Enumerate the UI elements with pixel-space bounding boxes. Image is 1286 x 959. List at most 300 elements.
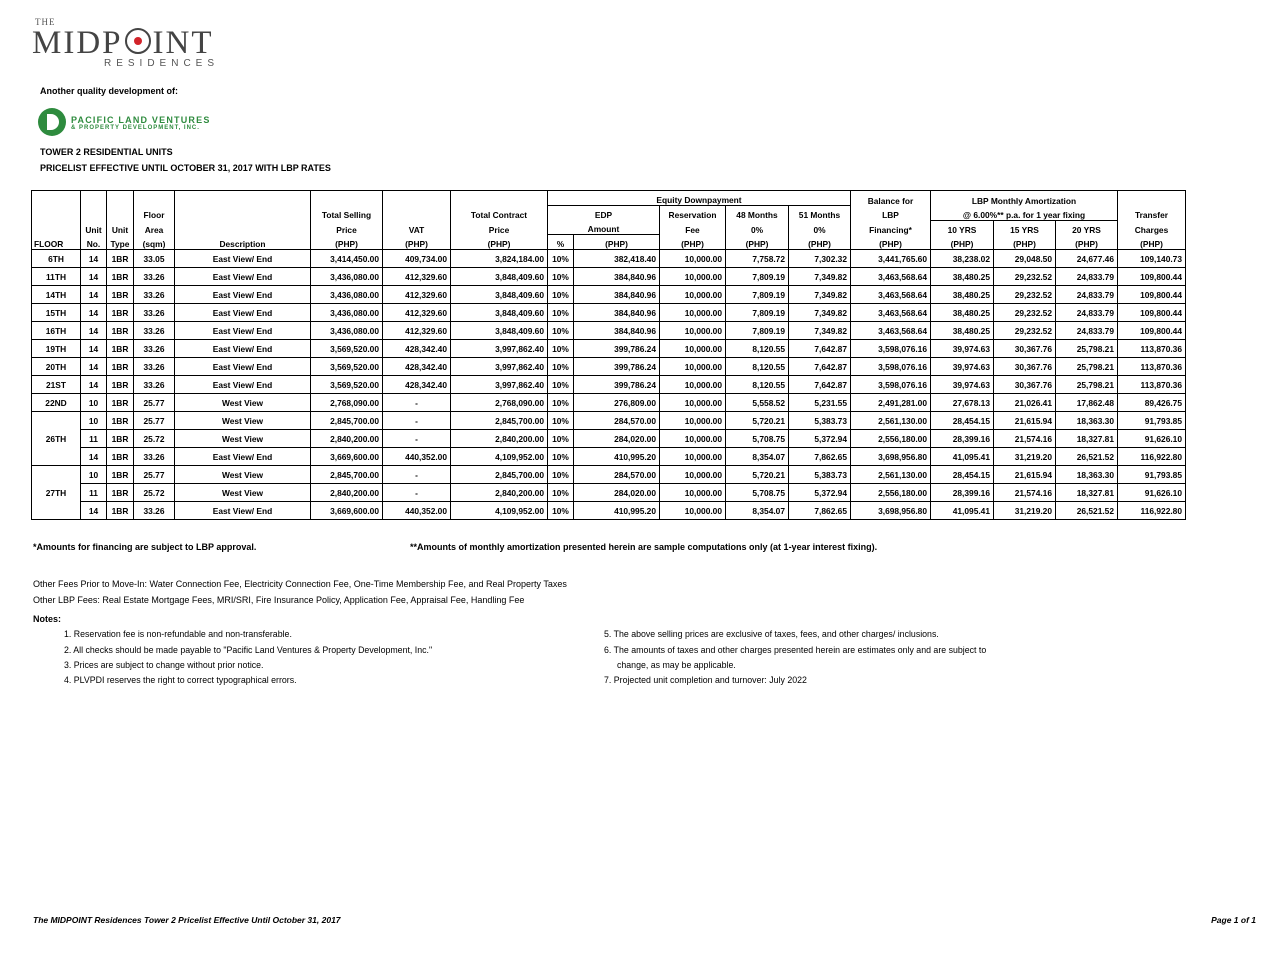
m51-cell: 5,383.73 xyxy=(789,412,851,430)
area-cell: 25.77 xyxy=(134,466,175,484)
heading-pricelist: PRICELIST EFFECTIVE UNTIL OCTOBER 31, 2017 WITH LBP RATES xyxy=(40,163,331,173)
m51-cell: 7,862.65 xyxy=(789,502,851,520)
edp-cell: 276,809.00 xyxy=(574,394,660,412)
pct-cell: 10% xyxy=(548,322,574,340)
m48-cell: 8,120.55 xyxy=(726,376,789,394)
bal-cell: 3,598,076.16 xyxy=(851,358,931,376)
y15-cell: 31,219.20 xyxy=(994,502,1056,520)
res-cell: 10,000.00 xyxy=(660,322,726,340)
floor-cell: 15TH xyxy=(32,304,81,322)
m51-cell: 7,349.82 xyxy=(789,286,851,304)
desc-cell: East View/ End xyxy=(175,376,311,394)
area-cell: 33.26 xyxy=(134,268,175,286)
bal-cell: 3,441,765.60 xyxy=(851,250,931,268)
table-row xyxy=(32,286,1186,304)
pct-cell: 10% xyxy=(548,358,574,376)
bal-cell: 3,463,568.64 xyxy=(851,322,931,340)
pct-cell: 10% xyxy=(548,340,574,358)
res-cell: 10,000.00 xyxy=(660,286,726,304)
y15-cell: 29,232.52 xyxy=(994,268,1056,286)
unit-cell: 14 xyxy=(81,250,107,268)
developer-logo xyxy=(38,108,243,138)
pct-cell: 10% xyxy=(548,502,574,520)
tr-cell: 89,426.75 xyxy=(1118,394,1186,412)
tr-cell: 109,800.44 xyxy=(1118,286,1186,304)
unit-cell: 10 xyxy=(81,466,107,484)
res-cell: 10,000.00 xyxy=(660,448,726,466)
area-cell: 33.26 xyxy=(134,304,175,322)
tsp-cell: 3,436,080.00 xyxy=(311,304,383,322)
tcp-cell: 2,845,700.00 xyxy=(451,412,548,430)
type-cell: 1BR xyxy=(107,466,134,484)
type-cell: 1BR xyxy=(107,250,134,268)
tr-cell: 116,922.80 xyxy=(1118,448,1186,466)
desc-cell: East View/ End xyxy=(175,286,311,304)
res-cell: 10,000.00 xyxy=(660,430,726,448)
type-cell: 1BR xyxy=(107,340,134,358)
y10-cell: 41,095.41 xyxy=(931,502,994,520)
desc-cell: West View xyxy=(175,484,311,502)
vat-cell: - xyxy=(383,466,451,484)
vat-cell: - xyxy=(383,430,451,448)
tr-cell: 91,793.85 xyxy=(1118,466,1186,484)
res-cell: 10,000.00 xyxy=(660,268,726,286)
type-cell: 1BR xyxy=(107,304,134,322)
y15-cell: 21,026.41 xyxy=(994,394,1056,412)
vat-cell: 412,329.60 xyxy=(383,304,451,322)
y15-cell: 29,232.52 xyxy=(994,286,1056,304)
pct-cell: 10% xyxy=(548,286,574,304)
desc-cell: West View xyxy=(175,394,311,412)
area-cell: 25.72 xyxy=(134,484,175,502)
m48-cell: 5,720.21 xyxy=(726,412,789,430)
res-cell: 10,000.00 xyxy=(660,412,726,430)
tsp-cell: 3,569,520.00 xyxy=(311,340,383,358)
table-row xyxy=(32,340,1186,358)
vat-cell: - xyxy=(383,484,451,502)
tcp-cell: 3,848,409.60 xyxy=(451,304,548,322)
unit-cell: 14 xyxy=(81,304,107,322)
y15-cell: 21,615.94 xyxy=(994,412,1056,430)
unit-cell: 14 xyxy=(81,358,107,376)
bal-cell: 3,463,568.64 xyxy=(851,286,931,304)
edp-cell: 384,840.96 xyxy=(574,268,660,286)
note-item: 1. Reservation fee is non-refundable and non-transferable. xyxy=(64,629,292,639)
note-item: 7. Projected unit completion and turnover: July 2022 xyxy=(604,675,807,685)
area-cell: 33.05 xyxy=(134,250,175,268)
m48-cell: 8,120.55 xyxy=(726,340,789,358)
tcp-cell: 2,840,200.00 xyxy=(451,484,548,502)
bal-cell: 2,561,130.00 xyxy=(851,466,931,484)
y20-cell: 24,677.46 xyxy=(1056,250,1118,268)
y20-cell: 18,363.30 xyxy=(1056,412,1118,430)
table-row xyxy=(32,484,1186,502)
res-cell: 10,000.00 xyxy=(660,394,726,412)
tsp-cell: 2,840,200.00 xyxy=(311,484,383,502)
y15-cell: 29,232.52 xyxy=(994,322,1056,340)
table-row xyxy=(32,250,1186,268)
edp-cell: 384,840.96 xyxy=(574,286,660,304)
type-cell: 1BR xyxy=(107,268,134,286)
note-item: 2. All checks should be made payable to "Pacific Land Ventures & Property Development, Inc." xyxy=(64,645,433,655)
bal-cell: 3,698,956.80 xyxy=(851,502,931,520)
pct-cell: 10% xyxy=(548,430,574,448)
floor-cell: 11TH xyxy=(32,268,81,286)
bal-cell: 3,698,956.80 xyxy=(851,448,931,466)
tcp-cell: 3,997,862.40 xyxy=(451,376,548,394)
area-cell: 25.77 xyxy=(134,394,175,412)
m48-cell: 7,809.19 xyxy=(726,322,789,340)
unit-cell: 14 xyxy=(81,268,107,286)
footnote-amortization: **Amounts of monthly amortization presented herein are sample computations only (at 1-year interest fixing). xyxy=(410,542,878,552)
vat-cell: 412,329.60 xyxy=(383,322,451,340)
res-cell: 10,000.00 xyxy=(660,340,726,358)
y10-cell: 39,974.63 xyxy=(931,340,994,358)
type-cell: 1BR xyxy=(107,502,134,520)
y20-cell: 25,798.21 xyxy=(1056,376,1118,394)
vat-cell: 428,342.40 xyxy=(383,376,451,394)
y10-cell: 27,678.13 xyxy=(931,394,994,412)
desc-cell: West View xyxy=(175,412,311,430)
other-lbp-fees: Other LBP Fees: Real Estate Mortgage Fees, MRI/SRI, Fire Insurance Policy, Application Fee, Appraisal Fee, Handling Fee xyxy=(33,595,525,605)
unit-cell: 10 xyxy=(81,412,107,430)
tsp-cell: 2,768,090.00 xyxy=(311,394,383,412)
res-cell: 10,000.00 xyxy=(660,376,726,394)
table-row xyxy=(32,430,1186,448)
type-cell: 1BR xyxy=(107,448,134,466)
tsp-cell: 2,845,700.00 xyxy=(311,412,383,430)
tsp-cell: 3,436,080.00 xyxy=(311,322,383,340)
m48-cell: 5,708.75 xyxy=(726,430,789,448)
bal-cell: 3,598,076.16 xyxy=(851,340,931,358)
note-item: 5. The above selling prices are exclusive of taxes, fees, and other charges/ inclusions. xyxy=(604,629,939,639)
y15-cell: 21,574.16 xyxy=(994,430,1056,448)
area-cell: 33.26 xyxy=(134,448,175,466)
table-row xyxy=(32,322,1186,340)
m51-cell: 7,349.82 xyxy=(789,304,851,322)
vat-cell: 428,342.40 xyxy=(383,358,451,376)
m48-cell: 5,558.52 xyxy=(726,394,789,412)
desc-cell: East View/ End xyxy=(175,448,311,466)
type-cell: 1BR xyxy=(107,484,134,502)
edp-cell: 410,995.20 xyxy=(574,502,660,520)
area-cell: 33.26 xyxy=(134,286,175,304)
note-item: 4. PLVPDI reserves the right to correct typographical errors. xyxy=(64,675,297,685)
y10-cell: 38,480.25 xyxy=(931,268,994,286)
res-cell: 10,000.00 xyxy=(660,304,726,322)
desc-cell: East View/ End xyxy=(175,340,311,358)
m48-cell: 5,720.21 xyxy=(726,466,789,484)
res-cell: 10,000.00 xyxy=(660,358,726,376)
y15-cell: 21,574.16 xyxy=(994,484,1056,502)
y15-cell: 31,219.20 xyxy=(994,448,1056,466)
table-row xyxy=(32,394,1186,412)
tr-cell: 91,626.10 xyxy=(1118,430,1186,448)
midpoint-logo xyxy=(32,14,242,70)
m51-cell: 7,349.82 xyxy=(789,322,851,340)
bal-cell: 2,491,281.00 xyxy=(851,394,931,412)
res-cell: 10,000.00 xyxy=(660,502,726,520)
tr-cell: 109,140.73 xyxy=(1118,250,1186,268)
pct-cell: 10% xyxy=(548,412,574,430)
bal-cell: 2,556,180.00 xyxy=(851,484,931,502)
pct-cell: 10% xyxy=(548,250,574,268)
pct-cell: 10% xyxy=(548,448,574,466)
equity-header: Equity Downpayment xyxy=(548,191,851,206)
table-body xyxy=(32,250,1186,520)
tr-cell: 113,870.36 xyxy=(1118,358,1186,376)
tcp-cell: 4,109,952.00 xyxy=(451,502,548,520)
other-fees-move-in: Other Fees Prior to Move-In: Water Connection Fee, Electricity Connection Fee, One-Time Membership Fee, and Real Property Taxes xyxy=(33,579,567,589)
floor-cell: 19TH xyxy=(32,340,81,358)
tsp-cell: 3,669,600.00 xyxy=(311,502,383,520)
tcp-cell: 4,109,952.00 xyxy=(451,448,548,466)
bal-cell: 3,463,568.64 xyxy=(851,268,931,286)
y15-cell: 30,367.76 xyxy=(994,340,1056,358)
tr-cell: 116,922.80 xyxy=(1118,502,1186,520)
y15-cell: 21,615.94 xyxy=(994,466,1056,484)
y10-cell: 28,454.15 xyxy=(931,412,994,430)
table-row xyxy=(32,376,1186,394)
m51-cell: 5,383.73 xyxy=(789,466,851,484)
tcp-cell: 3,848,409.60 xyxy=(451,322,548,340)
desc-cell: East View/ End xyxy=(175,250,311,268)
note-item: 6. The amounts of taxes and other charges presented herein are estimates only and are subject to xyxy=(604,645,987,655)
logo-sub: RESIDENCES xyxy=(104,58,220,69)
area-cell: 25.77 xyxy=(134,412,175,430)
notes-label: Notes: xyxy=(33,614,62,624)
res-cell: 10,000.00 xyxy=(660,250,726,268)
y10-cell: 39,974.63 xyxy=(931,376,994,394)
type-cell: 1BR xyxy=(107,322,134,340)
type-cell: 1BR xyxy=(107,394,134,412)
res-cell: 10,000.00 xyxy=(660,466,726,484)
table-header: Equity Downpayment Balance for LBP Monthly Amortization Floor Total Selling Total Contract EDP Reservation 48 Months 51 Months LBP @ 6.00%** p.a. for 1 year fixing Transfer Unit Unit Area Price VAT Price Amount Fee 0% 0% Financing* 10 YRS 15 YRS 20 YRS Charges FLOOR No. Type (sqm) Description (PHP) (PHP) (PHP) % (PHP) (PHP) (PHP) (PHP) (PHP) (PHP) (PHP) (PHP) (PHP) xyxy=(32,191,1186,250)
vat-cell: 440,352.00 xyxy=(383,448,451,466)
area-cell: 33.26 xyxy=(134,358,175,376)
pct-cell: 10% xyxy=(548,304,574,322)
table-row xyxy=(32,412,1186,430)
type-cell: 1BR xyxy=(107,430,134,448)
y15-cell: 29,048.50 xyxy=(994,250,1056,268)
vat-cell: - xyxy=(383,394,451,412)
edp-cell: 284,570.00 xyxy=(574,412,660,430)
desc-cell: East View/ End xyxy=(175,358,311,376)
m51-cell: 5,231.55 xyxy=(789,394,851,412)
plv-mark-icon xyxy=(38,108,66,136)
note-item: 3. Prices are subject to change without prior notice. xyxy=(64,660,264,670)
y10-cell: 28,454.15 xyxy=(931,466,994,484)
y10-cell: 28,399.16 xyxy=(931,484,994,502)
edp-cell: 384,840.96 xyxy=(574,304,660,322)
tr-cell: 109,800.44 xyxy=(1118,304,1186,322)
edp-cell: 382,418.40 xyxy=(574,250,660,268)
desc-cell: East View/ End xyxy=(175,502,311,520)
tr-cell: 113,870.36 xyxy=(1118,340,1186,358)
area-cell: 33.26 xyxy=(134,376,175,394)
developer-label: Another quality development of: xyxy=(40,86,179,96)
y20-cell: 24,833.79 xyxy=(1056,286,1118,304)
bal-cell: 2,556,180.00 xyxy=(851,430,931,448)
tsp-cell: 3,436,080.00 xyxy=(311,268,383,286)
bal-cell: 2,561,130.00 xyxy=(851,412,931,430)
desc-cell: West View xyxy=(175,466,311,484)
m48-cell: 7,809.19 xyxy=(726,268,789,286)
note-item: change, as may be applicable. xyxy=(617,660,736,670)
pricelist-table xyxy=(31,190,1186,520)
tcp-cell: 3,848,409.60 xyxy=(451,268,548,286)
m51-cell: 7,642.87 xyxy=(789,340,851,358)
bal-cell: 3,463,568.64 xyxy=(851,304,931,322)
y15-cell: 30,367.76 xyxy=(994,358,1056,376)
m48-cell: 5,708.75 xyxy=(726,484,789,502)
type-cell: 1BR xyxy=(107,412,134,430)
edp-cell: 399,786.24 xyxy=(574,340,660,358)
res-cell: 10,000.00 xyxy=(660,484,726,502)
pct-cell: 10% xyxy=(548,394,574,412)
floor-cell: 21ST xyxy=(32,376,81,394)
m48-cell: 8,120.55 xyxy=(726,358,789,376)
floor-cell: 16TH xyxy=(32,322,81,340)
unit-cell: 11 xyxy=(81,430,107,448)
y10-cell: 38,480.25 xyxy=(931,304,994,322)
tsp-cell: 3,436,080.00 xyxy=(311,286,383,304)
vat-cell: 412,329.60 xyxy=(383,286,451,304)
floor-cell: 14TH xyxy=(32,286,81,304)
vat-cell: - xyxy=(383,412,451,430)
desc-cell: West View xyxy=(175,430,311,448)
y15-cell: 30,367.76 xyxy=(994,376,1056,394)
table-row xyxy=(32,268,1186,286)
tcp-cell: 3,848,409.60 xyxy=(451,286,548,304)
desc-cell: East View/ End xyxy=(175,322,311,340)
pct-cell: 10% xyxy=(548,484,574,502)
unit-cell: 14 xyxy=(81,376,107,394)
pct-cell: 10% xyxy=(548,466,574,484)
table-row xyxy=(32,358,1186,376)
y20-cell: 18,363.30 xyxy=(1056,466,1118,484)
footer-title: The MIDPOINT Residences Tower 2 Pricelist Effective Until October 31, 2017 xyxy=(33,915,341,925)
developer-logo-name: PACIFIC LAND VENTURES xyxy=(71,115,211,125)
edp-cell: 284,020.00 xyxy=(574,484,660,502)
y15-cell: 29,232.52 xyxy=(994,304,1056,322)
unit-cell: 14 xyxy=(81,448,107,466)
tsp-cell: 3,414,450.00 xyxy=(311,250,383,268)
y20-cell: 17,862.48 xyxy=(1056,394,1118,412)
edp-cell: 284,020.00 xyxy=(574,430,660,448)
footnote-financing: *Amounts for financing are subject to LBP approval. xyxy=(33,542,257,552)
y10-cell: 39,974.63 xyxy=(931,358,994,376)
tcp-cell: 2,845,700.00 xyxy=(451,466,548,484)
y10-cell: 38,480.25 xyxy=(931,286,994,304)
edp-cell: 399,786.24 xyxy=(574,358,660,376)
unit-cell: 14 xyxy=(81,502,107,520)
logo-o-mark xyxy=(125,28,151,54)
tcp-cell: 3,997,862.40 xyxy=(451,340,548,358)
area-cell: 33.26 xyxy=(134,502,175,520)
m48-cell: 7,809.19 xyxy=(726,286,789,304)
type-cell: 1BR xyxy=(107,376,134,394)
edp-cell: 399,786.24 xyxy=(574,376,660,394)
desc-cell: East View/ End xyxy=(175,268,311,286)
y20-cell: 24,833.79 xyxy=(1056,322,1118,340)
floor-cell: 26TH xyxy=(32,412,81,466)
m51-cell: 7,642.87 xyxy=(789,358,851,376)
tr-cell: 113,870.36 xyxy=(1118,376,1186,394)
floor-cell: 22ND xyxy=(32,394,81,412)
tr-cell: 109,800.44 xyxy=(1118,322,1186,340)
tcp-cell: 2,840,200.00 xyxy=(451,430,548,448)
unit-cell: 11 xyxy=(81,484,107,502)
pct-cell: 10% xyxy=(548,376,574,394)
tcp-cell: 3,997,862.40 xyxy=(451,358,548,376)
m48-cell: 7,809.19 xyxy=(726,304,789,322)
tr-cell: 91,626.10 xyxy=(1118,484,1186,502)
m48-cell: 7,758.72 xyxy=(726,250,789,268)
tcp-cell: 3,824,184.00 xyxy=(451,250,548,268)
tr-cell: 91,793.85 xyxy=(1118,412,1186,430)
y20-cell: 24,833.79 xyxy=(1056,304,1118,322)
y20-cell: 26,521.52 xyxy=(1056,448,1118,466)
area-cell: 33.26 xyxy=(134,322,175,340)
m48-cell: 8,354.07 xyxy=(726,502,789,520)
vat-cell: 412,329.60 xyxy=(383,268,451,286)
edp-cell: 284,570.00 xyxy=(574,466,660,484)
amort-header: LBP Monthly Amortization xyxy=(931,191,1118,206)
unit-cell: 14 xyxy=(81,322,107,340)
y20-cell: 18,327.81 xyxy=(1056,484,1118,502)
logo-the: THE xyxy=(35,17,56,27)
developer-logo-sub: & PROPERTY DEVELOPMENT, INC. xyxy=(71,125,200,131)
tsp-cell: 3,669,600.00 xyxy=(311,448,383,466)
table-row xyxy=(32,502,1186,520)
y20-cell: 25,798.21 xyxy=(1056,340,1118,358)
vat-cell: 409,734.00 xyxy=(383,250,451,268)
y20-cell: 24,833.79 xyxy=(1056,268,1118,286)
tsp-cell: 2,845,700.00 xyxy=(311,466,383,484)
logo-name: MIDP INT xyxy=(32,25,214,61)
tsp-cell: 2,840,200.00 xyxy=(311,430,383,448)
type-cell: 1BR xyxy=(107,286,134,304)
floor-cell: 20TH xyxy=(32,358,81,376)
m51-cell: 7,302.32 xyxy=(789,250,851,268)
y20-cell: 26,521.52 xyxy=(1056,502,1118,520)
edp-cell: 410,995.20 xyxy=(574,448,660,466)
floor-cell: 27TH xyxy=(32,466,81,520)
tr-cell: 109,800.44 xyxy=(1118,268,1186,286)
tcp-cell: 2,768,090.00 xyxy=(451,394,548,412)
y10-cell: 28,399.16 xyxy=(931,430,994,448)
footer-page-number: Page 1 of 1 xyxy=(1211,915,1256,925)
m51-cell: 7,642.87 xyxy=(789,376,851,394)
area-cell: 33.26 xyxy=(134,340,175,358)
desc-cell: East View/ End xyxy=(175,304,311,322)
heading-tower: TOWER 2 RESIDENTIAL UNITS xyxy=(40,147,173,157)
edp-cell: 384,840.96 xyxy=(574,322,660,340)
table-row xyxy=(32,466,1186,484)
unit-cell: 10 xyxy=(81,394,107,412)
vat-cell: 428,342.40 xyxy=(383,340,451,358)
tsp-cell: 3,569,520.00 xyxy=(311,376,383,394)
bal-cell: 3,598,076.16 xyxy=(851,376,931,394)
y20-cell: 25,798.21 xyxy=(1056,358,1118,376)
y10-cell: 38,480.25 xyxy=(931,322,994,340)
m48-cell: 8,354.07 xyxy=(726,448,789,466)
m51-cell: 7,349.82 xyxy=(789,268,851,286)
y20-cell: 18,327.81 xyxy=(1056,430,1118,448)
tsp-cell: 3,569,520.00 xyxy=(311,358,383,376)
m51-cell: 5,372.94 xyxy=(789,430,851,448)
